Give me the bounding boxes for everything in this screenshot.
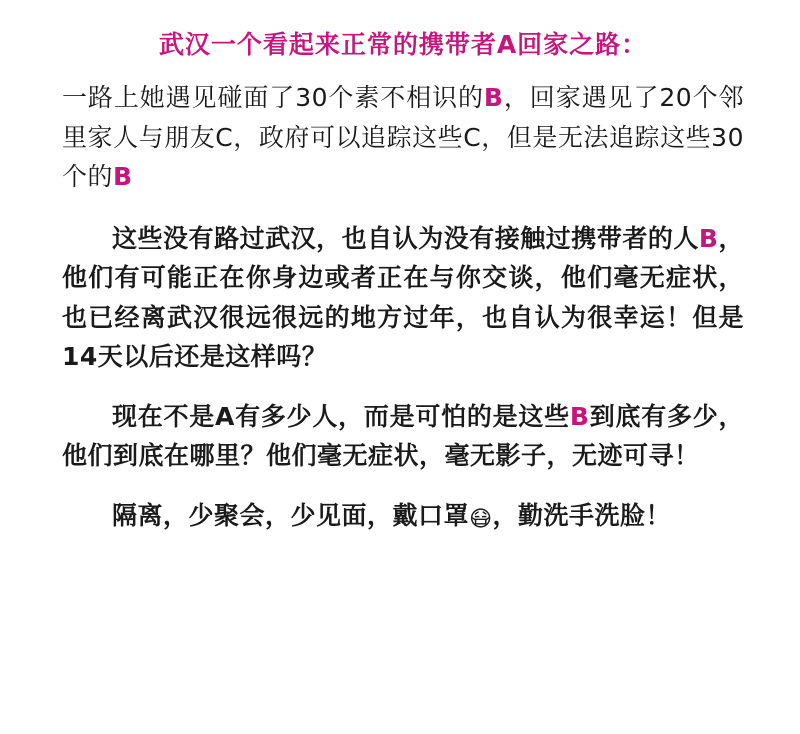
paragraph-4-seg-0: 隔离，少聚会，少见面，戴口罩 (112, 500, 470, 530)
spacer-2 (62, 383, 744, 397)
paragraph-1-seg-1: B (483, 83, 504, 112)
paragraph-1-seg-2: ，回家遇见了20个邻里家人与朋友C，政府可以追踪这些C，但是无法追踪这些30个的 (62, 83, 744, 191)
paragraph-2-seg-1: B (698, 223, 719, 253)
paragraph-3-seg-2: 到底有多少，他们到底在哪里？他们毫无症状，毫无影子，无迹可寻！ (62, 401, 744, 470)
paragraph-3-seg-0: 现在不是A有多少人，而是可怕的是这些 (112, 401, 570, 431)
paragraph-2-seg-0: 这些没有路过武汉，也自认为没有接触过携带者的人 (112, 223, 699, 253)
paragraph-1-seg-0: 一路上她遇见碰面了30个素不相识的 (62, 83, 484, 112)
paragraph-3 (62, 397, 744, 476)
paragraph-4 (62, 496, 744, 538)
spacer-1 (62, 203, 744, 219)
paragraph-1 (62, 78, 744, 197)
paragraph-2-seg-2: ，他们有可能正在你身边或者正在与你交谈，他们毫无症状，也已经离武汉很远很远的地方过年，也自认为很幸运！但是14天以后还是这样吗？ (62, 223, 744, 371)
spacer-3 (62, 482, 744, 496)
page-title: 武汉一个看起来正常的携带者A回家之路： (158, 30, 648, 59)
mask-emoji-icon: 😷 (469, 506, 493, 532)
paragraph-3-seg-1: B (569, 401, 590, 431)
paragraph-4-seg-2: ，勤洗手洗脸！ (492, 500, 671, 530)
paragraph-1-seg-3: B (113, 162, 133, 191)
paragraph-2 (62, 219, 744, 377)
